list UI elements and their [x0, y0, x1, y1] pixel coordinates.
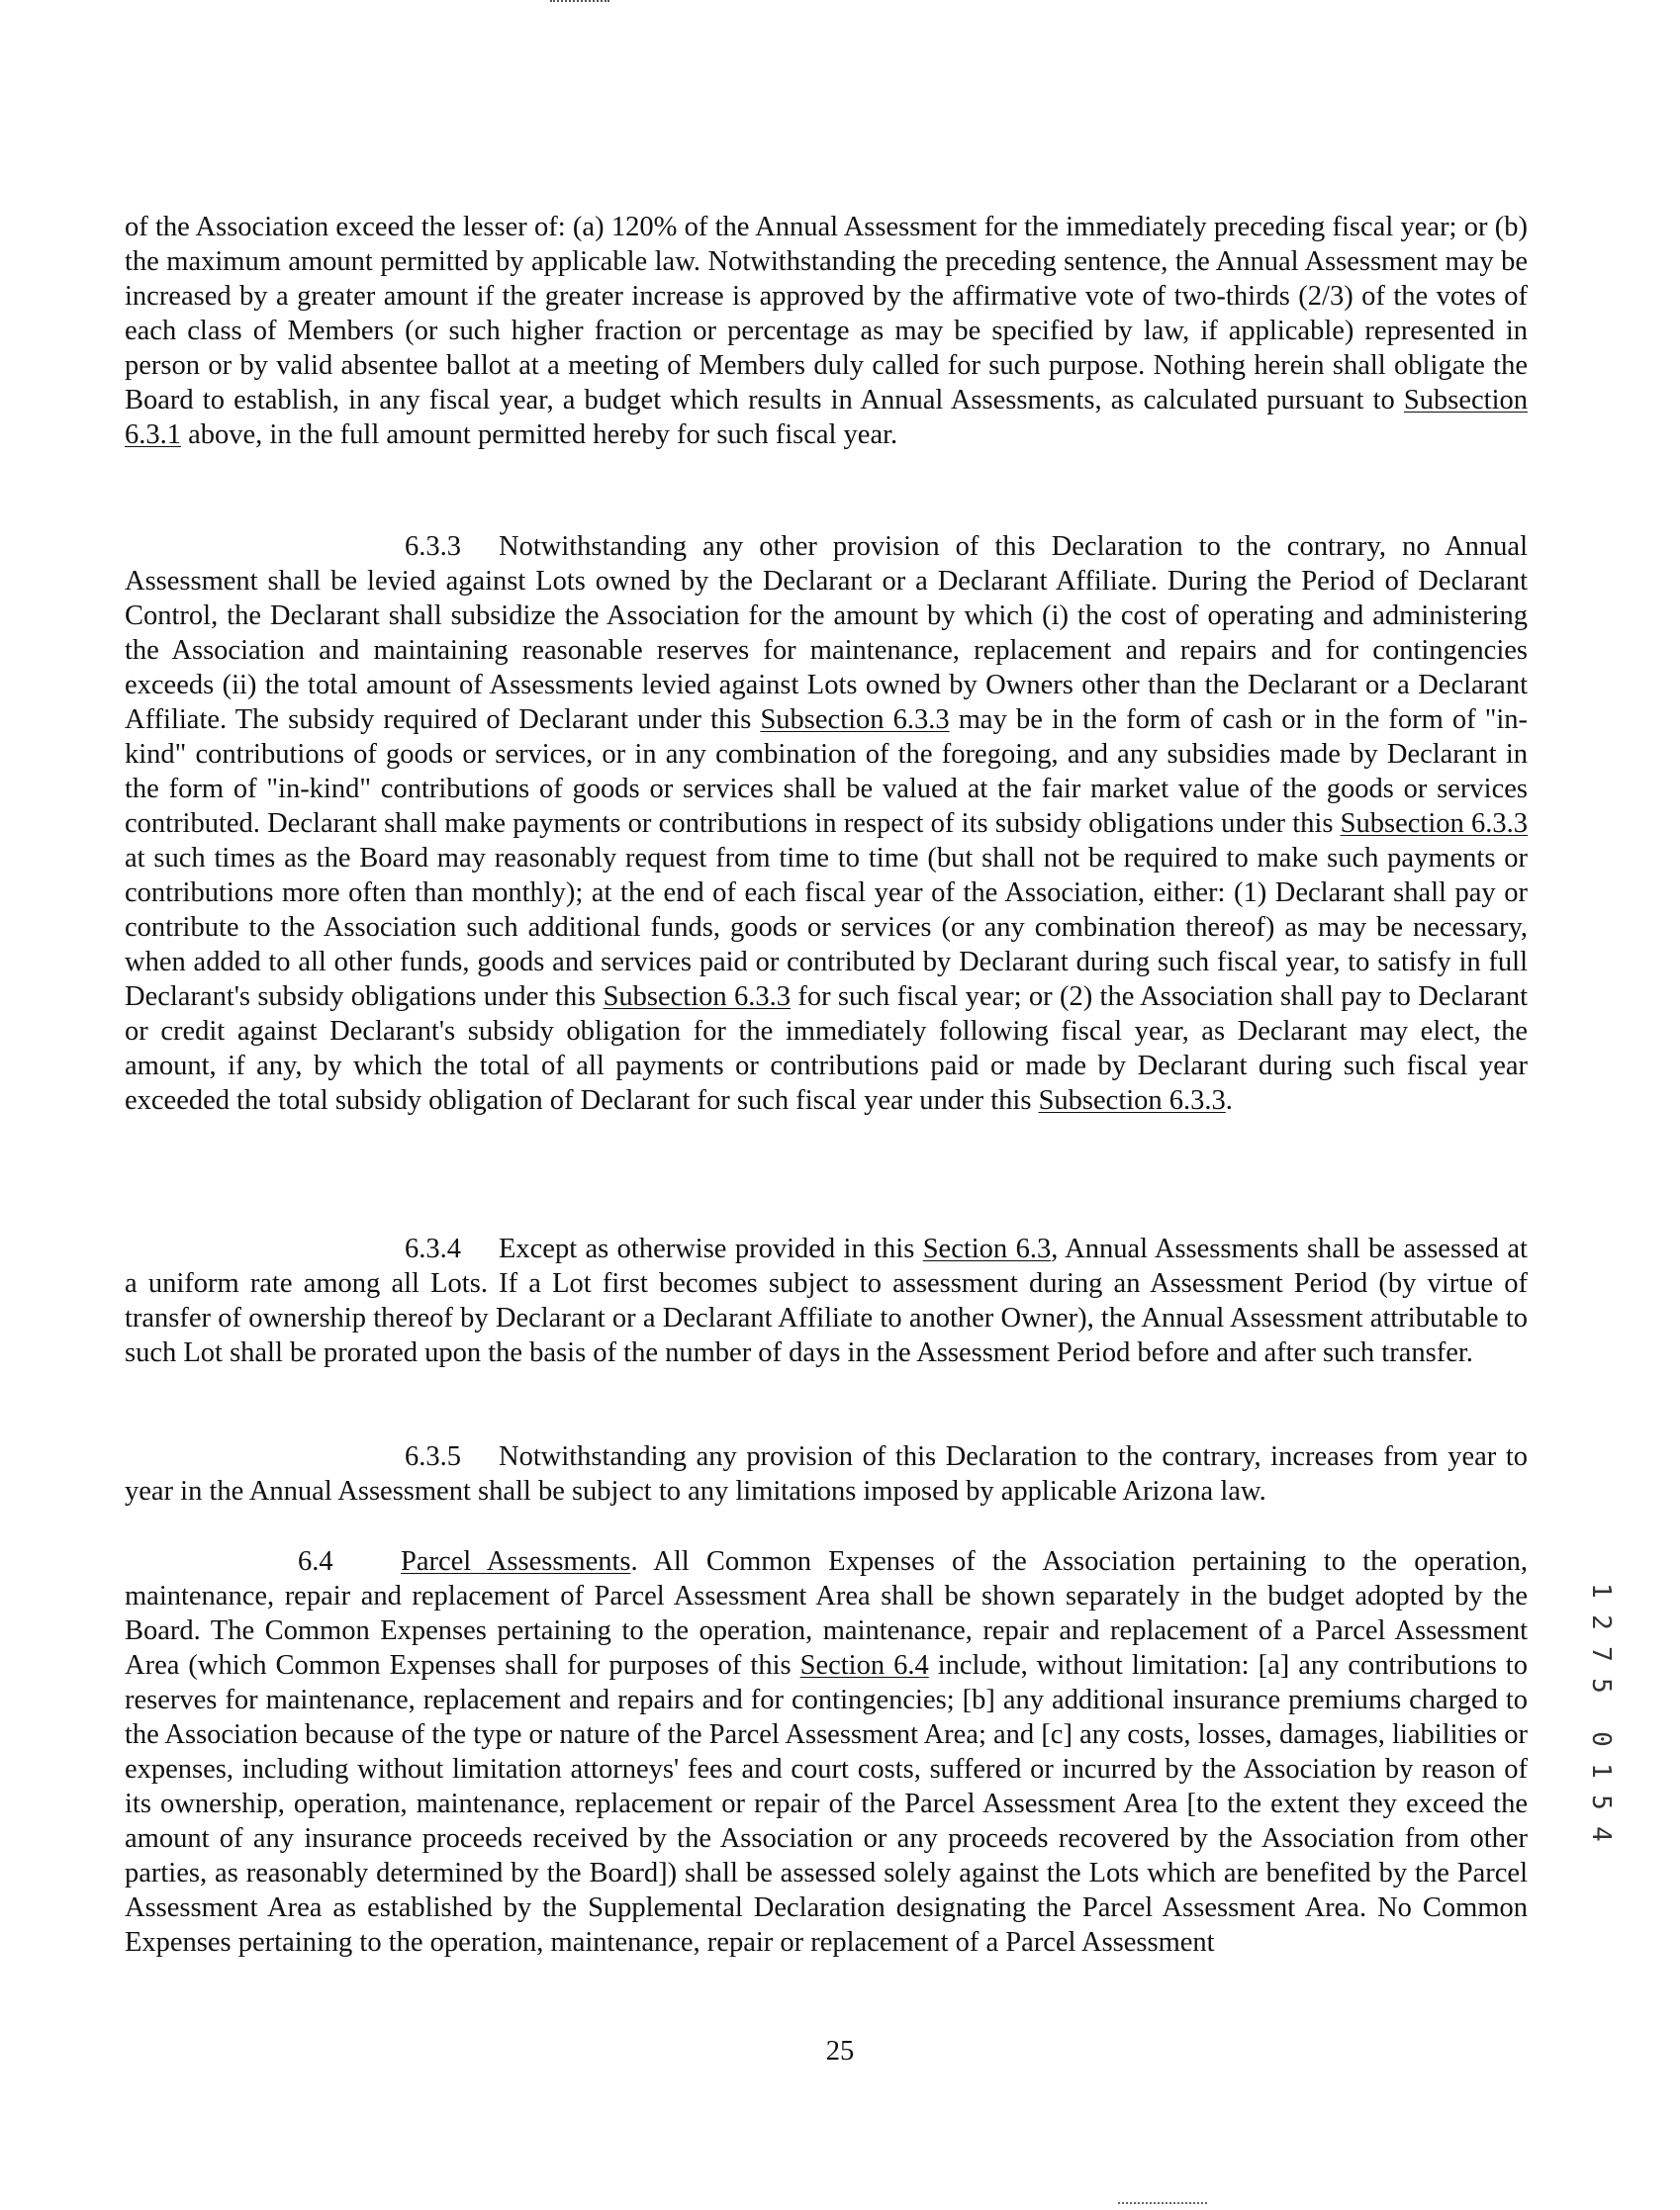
section-reference: Section 6.3	[922, 1234, 1052, 1264]
section-number: 6.4	[298, 1546, 333, 1577]
subsection-reference: Subsection 6.3.3	[1340, 808, 1528, 839]
stamp-digit: 1	[1586, 1763, 1616, 1779]
stamp-digit: 4	[1586, 1826, 1616, 1842]
paragraph-number: 6.3.5	[405, 1441, 461, 1472]
stamp-digit: 0	[1586, 1731, 1616, 1747]
paragraph-6-3-4	[125, 1232, 1528, 1370]
paragraph-6-4	[125, 1544, 1528, 1960]
stamp-digit: 2	[1586, 1614, 1616, 1630]
paragraph-number: 6.3.4	[405, 1234, 461, 1264]
paragraph-text: 6.4 Parcel Assessments. All Common Expenses of the Association pertaining to the operation, maintenance, repair and replacement of Parcel Assessment Area shall be shown separately in the budget adopted by the Board. The Common Expenses pertaining to the operation, maintenance, repair and replacement of a Parcel Assessment Area (which Common Expenses shall for purposes of this Section 6.4 include, without limitation: [a] any contributions to reserves for maintenance, replacement and repairs and for contingencies; [b] any additional insurance premiums charged to the Association because of the type or nature of the Parcel Assessment Area; and [c] any costs, losses, damages, liabilities or expenses, including without limitation attorneys' fees and court costs, suffered or incurred by the Association by reason of its ownership, operation, maintenance, replacement or repair of the Parcel Assessment Area [to the extent they exceed the amount of any insurance proceeds received by the Association or any proceeds recovered by the Association from other parties, as reasonably determined by the Board]) shall be assessed solely against the Lots which are benefited by the Parcel Assessment Area as established by the Supplemental Declaration designating the Parcel Assessment Area. No Common Expenses pertaining to the operation, maintenance, repair or replacement of a Parcel Assessment	[125, 1546, 1529, 1958]
subsection-reference: Subsection 6.3.3	[760, 704, 950, 735]
recording-number-stamp	[1579, 1578, 1623, 1875]
stamp-digit: 7	[1586, 1646, 1616, 1662]
paragraph-text: 6.3.5 Notwithstanding any provision of this Declaration to the contrary, increases from year to year in the Annual Assessment shall be subject to any limitations imposed by applicable Arizona law.	[125, 1441, 1528, 1507]
paragraph-text: 6.3.4 Except as otherwise provided in this Section 6.3, Annual Assessments shall be assessed at a uniform rate among all Lots. If a Lot first becomes subject to assessment during an Assessment Period (by virtue of transfer of ownership thereof by Declarant or a Declarant Affiliate to another Owner), the Annual Assessment attributable to such Lot shall be prorated upon the basis of the number of days in the Assessment Period before and after such transfer.	[125, 1234, 1528, 1368]
stamp-digit: 1	[1586, 1583, 1616, 1599]
section-reference: Section 6.4	[799, 1650, 929, 1681]
paragraph-number: 6.3.3	[405, 531, 461, 562]
subsection-reference: Subsection 6.3.3	[1038, 1085, 1226, 1116]
page-number: 25	[825, 2036, 855, 2067]
scan-mark-top	[550, 0, 609, 4]
paragraph-text: of the Association exceed the lesser of: (a) 120% of the Annual Assessment for the immediately preceding fiscal year; or (b) the maximum amount permitted by applicable law. Notwithstanding the preceding sentence, the Annual Assessment may be increased by a greater amount if the greater increase is approved by the affirmative vote of two-thirds (2/3) of the votes of each class of Members (or such higher fraction or percentage as may be specified by law, if applicable) represented in person or by valid absentee ballot at a meeting of Members duly called for such purpose. Nothing herein shall obligate the Board to establish, in any fiscal year, a budget which results in Annual Assessments, as calculated pursuant to Subsection 6.3.1 above, in the full amount permitted hereby for such fiscal year.	[125, 212, 1528, 450]
subsection-reference: Subsection 6.3.1	[125, 385, 1528, 450]
paragraph-text: 6.3.3 Notwithstanding any other provision of this Declaration to the contrary, no Annual Assessment shall be levied against Lots owned by the Declarant or a Declarant Affiliate. During the Period of Declarant Control, the Declarant shall subsidize the Association for the amount by which (i) the cost of operating and administering the Association and maintaining reasonable reserves for maintenance, replacement and repairs and for contingencies exceeds (ii) the total amount of Assessments levied against Lots owned by Owners other than the Declarant or a Declarant Affiliate. The subsidy required of Declarant under this Subsection 6.3.3 may be in the form of cash or in the form of "in-kind" contributions of goods or services, or in any combination of the foregoing, and any subsidies made by Declarant in the form of "in-kind" contributions of goods or services shall be valued at the fair market value of the goods or services contributed. Declarant shall make payments or contributions in respect of its subsidy obligations under this Subsection 6.3.3 at such times as the Board may reasonably request from time to time (but shall not be required to make such payments or contributions more often than monthly); at the end of each fiscal year of the Association, either: (1) Declarant shall pay or contribute to the Association such additional funds, goods or services (or any combination thereof) as may be necessary, when added to all other funds, goods and services paid or contributed by Declarant during such fiscal year, to satisfy in full Declarant's subsidy obligations under this Subsection 6.3.3 for such fiscal year; or (2) the Association shall pay to Declarant or credit against Declarant's subsidy obligation for the immediately following fiscal year, as Declarant may elect, the amount, if any, by which the total of all payments or contributions paid or made by Declarant during such fiscal year exceeded the total subsidy obligation of Declarant for such fiscal year under this Subsection 6.3.3.	[125, 531, 1529, 1116]
subsection-reference: Subsection 6.3.3	[603, 981, 791, 1012]
section-heading: Parcel Assessments	[401, 1546, 631, 1577]
paragraph-6-3-2-continued	[125, 210, 1528, 452]
paragraph-6-3-3	[125, 529, 1528, 1118]
scan-mark-bottom	[1118, 2202, 1207, 2206]
stamp-digit: 5	[1586, 1678, 1616, 1694]
stamp-digit: 5	[1586, 1795, 1616, 1810]
paragraph-6-3-5	[125, 1439, 1528, 1509]
